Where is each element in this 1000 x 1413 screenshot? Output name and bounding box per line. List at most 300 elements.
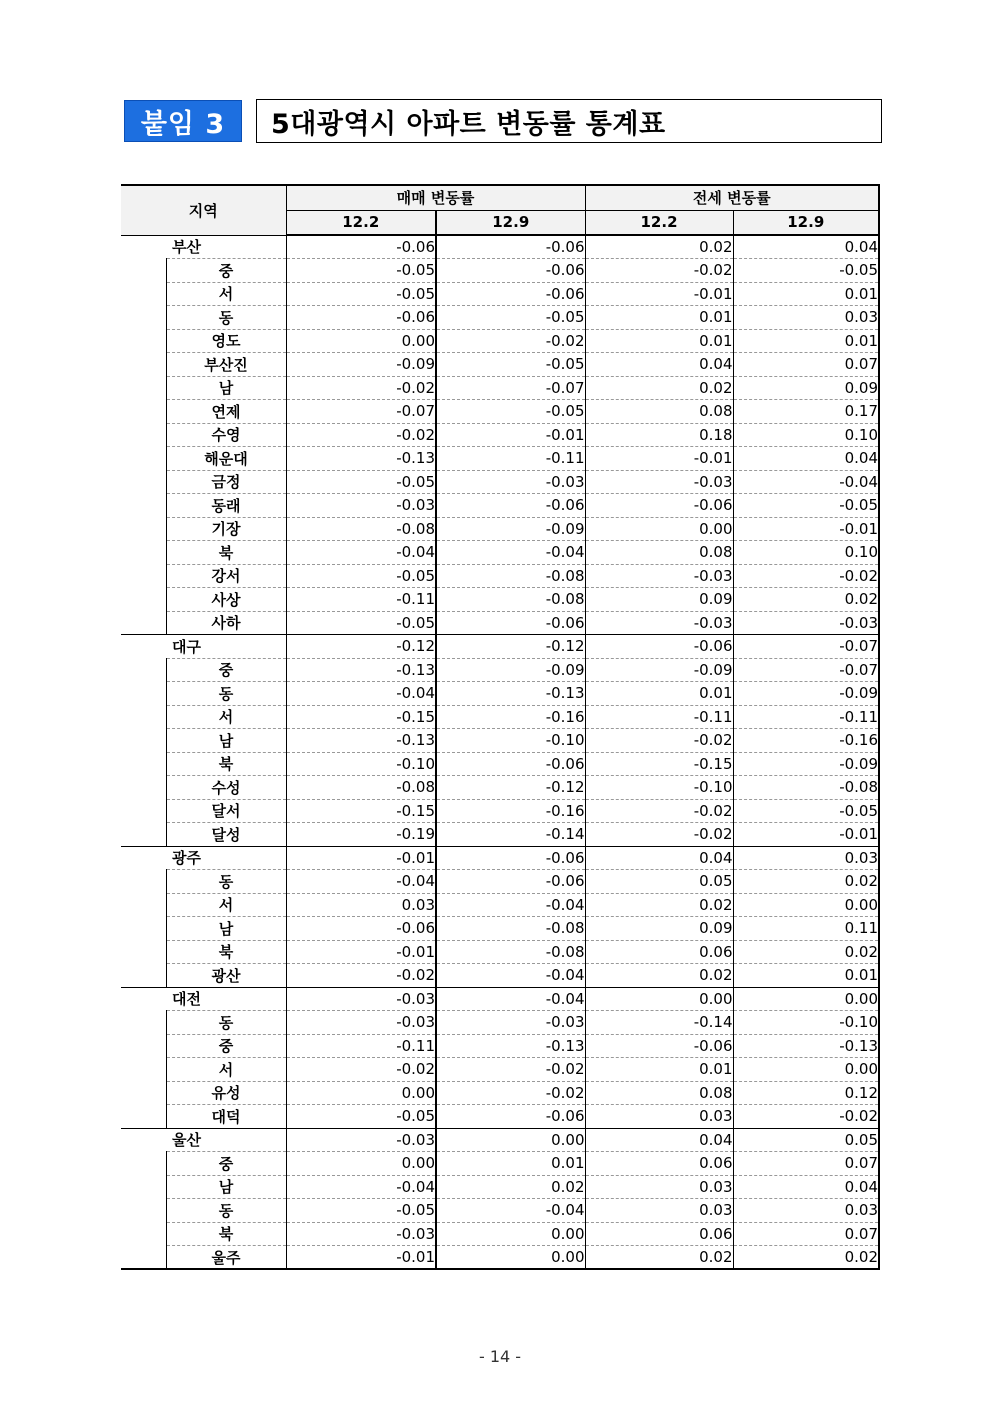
indent-cell [121, 1246, 166, 1270]
jeonse-12-2-value: -0.10 [585, 776, 733, 800]
indent-cell [121, 611, 166, 635]
indent-cell [121, 447, 166, 471]
sale-12-2-value: -0.05 [286, 611, 436, 635]
jeonse-12-2-value: 0.02 [585, 1246, 733, 1270]
jeonse-12-2-value: 0.02 [585, 964, 733, 988]
indent-cell [121, 823, 166, 847]
indent-cell [121, 1199, 166, 1223]
table-body [121, 235, 879, 1269]
sale-12-2-value: 0.03 [286, 893, 436, 917]
sale-12-2-value: -0.13 [286, 658, 436, 682]
sale-12-9-value: -0.03 [436, 1011, 585, 1035]
district-row [121, 799, 879, 823]
city-name [121, 635, 286, 659]
sale-12-2-value: -0.01 [286, 1246, 436, 1270]
district-row [121, 729, 879, 753]
district-row [121, 776, 879, 800]
district-row [121, 1175, 879, 1199]
sale-12-9-value: -0.07 [436, 376, 585, 400]
sale-12-9-value: -0.04 [436, 987, 585, 1011]
district-row [121, 494, 879, 518]
sale-12-2-value: -0.09 [286, 353, 436, 377]
sale-12-2-value: -0.06 [286, 235, 436, 259]
district-row [121, 306, 879, 330]
sale-12-2-value: -0.04 [286, 541, 436, 565]
jeonse-12-2-value: -0.02 [585, 823, 733, 847]
sale-12-9-value: -0.12 [436, 635, 585, 659]
jeonse-12-9-value: 0.07 [733, 1152, 879, 1176]
city-name-label: 울산 [172, 1131, 201, 1150]
jeonse-12-2-value: -0.01 [585, 282, 733, 306]
jeonse-12-9-value: 0.03 [733, 1199, 879, 1223]
jeonse-12-9-value: 0.11 [733, 917, 879, 941]
sale-12-2-value: -0.08 [286, 517, 436, 541]
jeonse-12-2-value: -0.06 [585, 1034, 733, 1058]
sale-12-2-value: -0.02 [286, 423, 436, 447]
district-row [121, 282, 879, 306]
jeonse-12-9-value: 0.09 [733, 376, 879, 400]
indent-cell [121, 541, 166, 565]
indent-cell [121, 470, 166, 494]
sale-12-9-value: -0.06 [436, 846, 585, 870]
sale-12-2-value: -0.08 [286, 776, 436, 800]
jeonse-12-2-value: -0.03 [585, 564, 733, 588]
jeonse-12-2-value: 0.09 [585, 917, 733, 941]
district-name: 수영 [166, 423, 286, 447]
sale-12-2-value: 0.00 [286, 1081, 436, 1105]
jeonse-12-9-value: -0.02 [733, 564, 879, 588]
sale-12-9-value: -0.02 [436, 1081, 585, 1105]
jeonse-12-2-value: 0.02 [585, 235, 733, 259]
jeonse-12-2-value: -0.02 [585, 799, 733, 823]
jeonse-12-9-value: -0.09 [733, 752, 879, 776]
district-row [121, 564, 879, 588]
district-row [121, 870, 879, 894]
district-name: 대덕 [166, 1105, 286, 1129]
district-name: 기장 [166, 517, 286, 541]
jeonse-12-2-value: 0.04 [585, 353, 733, 377]
sale-12-9-value: -0.10 [436, 729, 585, 753]
city-name-label: 대전 [172, 990, 201, 1009]
sale-12-2-value: 0.00 [286, 1152, 436, 1176]
sale-col-12-9: 12.9 [436, 210, 585, 235]
sale-12-9-value: -0.06 [436, 1105, 585, 1129]
district-row [121, 1199, 879, 1223]
jeonse-12-9-value: 0.04 [733, 447, 879, 471]
sale-12-9-value: -0.09 [436, 517, 585, 541]
district-row [121, 1081, 879, 1105]
sale-12-9-value: -0.08 [436, 588, 585, 612]
city-row [121, 235, 879, 259]
jeonse-12-9-value: -0.05 [733, 799, 879, 823]
indent-cell [121, 494, 166, 518]
district-name: 사하 [166, 611, 286, 635]
sale-12-9-value: -0.06 [436, 611, 585, 635]
sale-12-2-value: -0.04 [286, 1175, 436, 1199]
sale-12-2-value: -0.12 [286, 635, 436, 659]
sale-12-9-value: -0.06 [436, 235, 585, 259]
district-name: 중 [166, 1152, 286, 1176]
sale-12-9-value: -0.12 [436, 776, 585, 800]
jeonse-12-2-value: 0.09 [585, 588, 733, 612]
sale-12-9-value: -0.08 [436, 917, 585, 941]
sale-12-2-value: -0.15 [286, 799, 436, 823]
sale-12-9-value: 0.00 [436, 1128, 585, 1152]
city-name-label: 광주 [172, 849, 201, 868]
jeonse-12-9-value: -0.10 [733, 1011, 879, 1035]
sale-12-9-value: -0.03 [436, 470, 585, 494]
sale-12-9-value: -0.09 [436, 658, 585, 682]
jeonse-12-2-value: 0.01 [585, 306, 733, 330]
jeonse-12-9-value: 0.02 [733, 870, 879, 894]
sale-12-9-value: -0.01 [436, 423, 585, 447]
district-row [121, 329, 879, 353]
jeonse-12-2-value: 0.01 [585, 1058, 733, 1082]
sale-12-9-value: -0.16 [436, 799, 585, 823]
district-name: 광산 [166, 964, 286, 988]
district-row [121, 541, 879, 565]
district-row [121, 752, 879, 776]
city-row [121, 846, 879, 870]
jeonse-12-2-value: 0.05 [585, 870, 733, 894]
jeonse-12-9-value: 0.10 [733, 541, 879, 565]
sale-12-2-value: -0.15 [286, 705, 436, 729]
city-name [121, 987, 286, 1011]
district-row [121, 517, 879, 541]
district-name: 해운대 [166, 447, 286, 471]
district-row [121, 964, 879, 988]
jeonse-12-2-value: 0.01 [585, 682, 733, 706]
district-row [121, 705, 879, 729]
jeonse-12-2-value: -0.01 [585, 447, 733, 471]
sale-12-9-value: -0.06 [436, 259, 585, 283]
district-name: 금정 [166, 470, 286, 494]
jeonse-12-9-value: 0.03 [733, 846, 879, 870]
district-name: 동 [166, 1199, 286, 1223]
jeonse-12-9-value: -0.13 [733, 1034, 879, 1058]
jeonse-12-9-value: -0.05 [733, 259, 879, 283]
jeonse-12-9-value: -0.03 [733, 611, 879, 635]
city-name-label: 대구 [172, 637, 201, 656]
indent-cell [121, 517, 166, 541]
sale-12-9-value: -0.04 [436, 541, 585, 565]
sale-12-9-value: -0.11 [436, 447, 585, 471]
sale-12-9-value: -0.08 [436, 940, 585, 964]
sale-12-9-value: -0.16 [436, 705, 585, 729]
sale-12-9-value: 0.00 [436, 1222, 585, 1246]
indent-cell [121, 1081, 166, 1105]
indent-cell [121, 564, 166, 588]
jeonse-12-9-value: 0.03 [733, 306, 879, 330]
sale-12-2-value: -0.05 [286, 282, 436, 306]
jeonse-12-9-value: 0.00 [733, 1058, 879, 1082]
district-row [121, 1034, 879, 1058]
jeonse-12-9-value: 0.04 [733, 1175, 879, 1199]
district-row [121, 1058, 879, 1082]
page-title: 5대광역시 아파트 변동률 통계표 [256, 99, 882, 143]
jeonse-12-2-value: 0.08 [585, 400, 733, 424]
indent-cell [121, 400, 166, 424]
sale-12-2-value: -0.11 [286, 1034, 436, 1058]
jeonse-12-9-value: 0.07 [733, 1222, 879, 1246]
district-row [121, 1105, 879, 1129]
indent-cell [121, 306, 166, 330]
indent-cell [121, 776, 166, 800]
sale-12-2-value: -0.13 [286, 447, 436, 471]
district-name: 강서 [166, 564, 286, 588]
district-name: 동 [166, 1011, 286, 1035]
indent-cell [121, 917, 166, 941]
sale-12-9-value: -0.04 [436, 1199, 585, 1223]
city-name [121, 846, 286, 870]
district-name: 서 [166, 1058, 286, 1082]
indent-cell [121, 1034, 166, 1058]
jeonse-12-9-value: -0.01 [733, 517, 879, 541]
sale-rate-header: 매매 변동률 [286, 185, 585, 210]
district-name: 부산진 [166, 353, 286, 377]
sale-12-9-value: 0.02 [436, 1175, 585, 1199]
sale-12-2-value: -0.03 [286, 1128, 436, 1152]
sale-12-2-value: -0.01 [286, 846, 436, 870]
city-row [121, 987, 879, 1011]
city-row [121, 1128, 879, 1152]
sale-col-12-2: 12.2 [286, 210, 436, 235]
indent-cell [121, 940, 166, 964]
district-row [121, 353, 879, 377]
sale-12-2-value: -0.07 [286, 400, 436, 424]
sale-12-9-value: -0.05 [436, 353, 585, 377]
district-row [121, 823, 879, 847]
jeonse-12-9-value: 0.00 [733, 987, 879, 1011]
sale-12-2-value: 0.00 [286, 329, 436, 353]
sale-12-2-value: -0.03 [286, 1222, 436, 1246]
district-name: 북 [166, 940, 286, 964]
jeonse-12-9-value: 0.01 [733, 329, 879, 353]
sale-12-2-value: -0.05 [286, 259, 436, 283]
district-row [121, 400, 879, 424]
jeonse-12-9-value: -0.08 [733, 776, 879, 800]
district-row [121, 658, 879, 682]
jeonse-12-9-value: 0.02 [733, 588, 879, 612]
indent-cell [121, 799, 166, 823]
sale-12-2-value: -0.19 [286, 823, 436, 847]
district-name: 연제 [166, 400, 286, 424]
indent-cell [121, 682, 166, 706]
jeonse-12-9-value: -0.04 [733, 470, 879, 494]
jeonse-12-9-value: 0.05 [733, 1128, 879, 1152]
indent-cell [121, 729, 166, 753]
district-name: 사상 [166, 588, 286, 612]
district-row [121, 259, 879, 283]
indent-cell [121, 1222, 166, 1246]
sale-12-9-value: -0.13 [436, 1034, 585, 1058]
district-name: 울주 [166, 1246, 286, 1270]
indent-cell [121, 964, 166, 988]
sale-12-9-value: -0.06 [436, 752, 585, 776]
jeonse-12-9-value: -0.07 [733, 658, 879, 682]
jeonse-12-9-value: -0.05 [733, 494, 879, 518]
district-name: 남 [166, 729, 286, 753]
sale-12-2-value: -0.03 [286, 987, 436, 1011]
district-name: 수성 [166, 776, 286, 800]
sale-12-2-value: -0.02 [286, 1058, 436, 1082]
jeonse-12-2-value: 0.04 [585, 1128, 733, 1152]
jeonse-12-2-value: -0.03 [585, 611, 733, 635]
sale-12-9-value: -0.08 [436, 564, 585, 588]
jeonse-12-2-value: 0.01 [585, 329, 733, 353]
jeonse-12-2-value: -0.15 [585, 752, 733, 776]
district-name: 서 [166, 893, 286, 917]
indent-cell [121, 705, 166, 729]
sale-12-2-value: -0.06 [286, 306, 436, 330]
sale-12-9-value: -0.14 [436, 823, 585, 847]
sale-12-2-value: -0.06 [286, 917, 436, 941]
jeonse-12-2-value: -0.02 [585, 729, 733, 753]
jeonse-12-9-value: 0.04 [733, 235, 879, 259]
city-row [121, 635, 879, 659]
indent-cell [121, 423, 166, 447]
sale-12-2-value: -0.02 [286, 376, 436, 400]
sale-12-2-value: -0.04 [286, 682, 436, 706]
district-row [121, 1222, 879, 1246]
jeonse-12-9-value: 0.07 [733, 353, 879, 377]
district-name: 유성 [166, 1081, 286, 1105]
sale-12-9-value: -0.05 [436, 306, 585, 330]
jeonse-12-9-value: 0.01 [733, 282, 879, 306]
jeonse-12-2-value: -0.11 [585, 705, 733, 729]
jeonse-12-9-value: -0.16 [733, 729, 879, 753]
jeonse-12-9-value: 0.01 [733, 964, 879, 988]
jeonse-12-9-value: -0.02 [733, 1105, 879, 1129]
sale-12-2-value: -0.11 [286, 588, 436, 612]
sale-12-9-value: -0.06 [436, 870, 585, 894]
jeonse-12-2-value: 0.04 [585, 846, 733, 870]
sale-12-2-value: -0.03 [286, 1011, 436, 1035]
indent-cell [121, 259, 166, 283]
district-row [121, 588, 879, 612]
sale-12-9-value: -0.06 [436, 282, 585, 306]
district-name: 동 [166, 870, 286, 894]
sale-12-2-value: -0.05 [286, 1199, 436, 1223]
jeonse-12-2-value: 0.18 [585, 423, 733, 447]
sale-12-2-value: -0.04 [286, 870, 436, 894]
indent-cell [121, 752, 166, 776]
district-row [121, 447, 879, 471]
district-row [121, 682, 879, 706]
indent-cell [121, 658, 166, 682]
district-name: 중 [166, 1034, 286, 1058]
jeonse-12-2-value: 0.06 [585, 940, 733, 964]
jeonse-12-9-value: -0.09 [733, 682, 879, 706]
jeonse-12-2-value: 0.06 [585, 1222, 733, 1246]
district-row [121, 917, 879, 941]
page-number: - 14 - [478, 1347, 522, 1366]
district-row [121, 893, 879, 917]
sale-12-9-value: -0.06 [436, 494, 585, 518]
jeonse-12-2-value: -0.09 [585, 658, 733, 682]
sale-12-2-value: -0.05 [286, 564, 436, 588]
jeonse-12-9-value: 0.02 [733, 1246, 879, 1270]
city-name [121, 1128, 286, 1152]
sale-12-9-value: -0.02 [436, 1058, 585, 1082]
jeonse-12-2-value: 0.08 [585, 1081, 733, 1105]
city-name [121, 235, 286, 259]
jeonse-12-9-value: -0.07 [733, 635, 879, 659]
indent-cell [121, 1058, 166, 1082]
jeonse-12-2-value: 0.02 [585, 376, 733, 400]
district-row [121, 1011, 879, 1035]
jeonse-12-2-value: 0.08 [585, 541, 733, 565]
city-name-label: 부산 [172, 238, 201, 257]
jeonse-12-2-value: 0.03 [585, 1105, 733, 1129]
district-row [121, 611, 879, 635]
sale-12-2-value: -0.05 [286, 1105, 436, 1129]
jeonse-12-2-value: -0.02 [585, 259, 733, 283]
district-row [121, 940, 879, 964]
sale-12-2-value: -0.03 [286, 494, 436, 518]
sale-12-9-value: 0.00 [436, 1246, 585, 1270]
region-header: 지역 [121, 185, 286, 235]
sale-12-9-value: -0.13 [436, 682, 585, 706]
jeonse-12-2-value: 0.06 [585, 1152, 733, 1176]
apartment-rate-table [121, 184, 880, 1270]
jeonse-12-2-value: -0.03 [585, 470, 733, 494]
district-row [121, 470, 879, 494]
jeonse-12-2-value: -0.06 [585, 635, 733, 659]
district-name: 중 [166, 259, 286, 283]
district-name: 남 [166, 376, 286, 400]
indent-cell [121, 893, 166, 917]
appendix-badge: 붙임 3 [124, 100, 242, 142]
jeonse-12-9-value: 0.00 [733, 893, 879, 917]
jeonse-12-2-value: 0.02 [585, 893, 733, 917]
jeonse-12-9-value: 0.17 [733, 400, 879, 424]
sale-12-2-value: -0.05 [286, 470, 436, 494]
jeonse-col-12-9: 12.9 [733, 210, 879, 235]
district-row [121, 376, 879, 400]
indent-cell [121, 376, 166, 400]
jeonse-12-9-value: -0.11 [733, 705, 879, 729]
jeonse-12-9-value: 0.02 [733, 940, 879, 964]
district-name: 서 [166, 282, 286, 306]
jeonse-col-12-2: 12.2 [585, 210, 733, 235]
jeonse-12-2-value: 0.03 [585, 1199, 733, 1223]
indent-cell [121, 353, 166, 377]
indent-cell [121, 870, 166, 894]
sale-12-2-value: -0.13 [286, 729, 436, 753]
sale-12-2-value: -0.02 [286, 964, 436, 988]
sale-12-9-value: -0.04 [436, 964, 585, 988]
district-row [121, 1246, 879, 1270]
jeonse-12-2-value: -0.14 [585, 1011, 733, 1035]
jeonse-12-9-value: 0.10 [733, 423, 879, 447]
sale-12-2-value: -0.10 [286, 752, 436, 776]
indent-cell [121, 1152, 166, 1176]
indent-cell [121, 1175, 166, 1199]
sale-12-9-value: -0.05 [436, 400, 585, 424]
district-name: 남 [166, 1175, 286, 1199]
district-name: 남 [166, 917, 286, 941]
jeonse-12-9-value: 0.12 [733, 1081, 879, 1105]
indent-cell [121, 282, 166, 306]
district-name: 중 [166, 658, 286, 682]
district-name: 달서 [166, 799, 286, 823]
district-name: 영도 [166, 329, 286, 353]
sale-12-9-value: -0.02 [436, 329, 585, 353]
jeonse-12-2-value: -0.06 [585, 494, 733, 518]
district-name: 동래 [166, 494, 286, 518]
jeonse-12-2-value: 0.03 [585, 1175, 733, 1199]
